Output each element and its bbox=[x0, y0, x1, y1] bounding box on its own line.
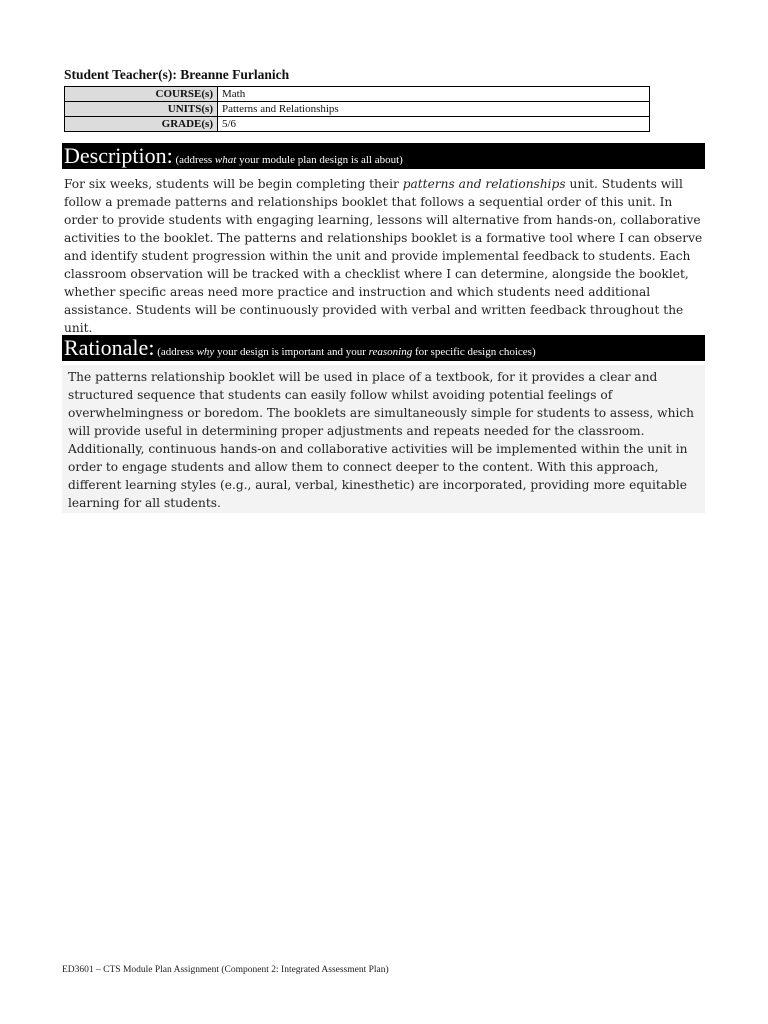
teacher-label: Student Teacher(s): bbox=[64, 67, 177, 82]
rationale-text bbox=[68, 368, 702, 512]
page-footer: ED3601 – CTS Module Plan Assignment (Component 2: Integrated Assessment Plan) bbox=[62, 965, 389, 975]
rationale-hint bbox=[154, 346, 535, 358]
rationale-heading-band bbox=[62, 335, 705, 361]
paragraph-text: For six weeks, students will be begin completing their bbox=[64, 177, 403, 191]
course-value: Math bbox=[218, 87, 650, 102]
paragraph-text: unit. Students will follow a premade patterns and relationships booklet that follows a sequential order of this unit. In order to provide students with engaging learning, lessons will alternative from hands-on, collaborative activities to the booklet. The patterns and relationships booklet is a formative tool where I can observe and identify student progression within the unit and provide implemental feedback to students. Each classroom observation will be tracked with a checklist where I can determine, alongside the booklet, whether specific areas need more practice and instruction and which students need additional assistance. Students will be continuously provided with verbal and written feedback throughout the unit. bbox=[64, 177, 703, 335]
grade-value: 5/6 bbox=[218, 117, 650, 132]
table-row bbox=[65, 117, 650, 132]
teacher-name: Breanne Furlanich bbox=[180, 67, 290, 82]
rationale-paragraph-1: The patterns relationship booklet will be used in place of a textbook, for it provides a clear and structured sequence that students can easily follow whilst avoiding potential feelings of overwhelmingness or boredom. The booklets are simultaneously simple for students to assess, which will provide useful in determining proper adjustments and repeats needed for the classroom. bbox=[68, 370, 695, 438]
paragraph-emphasis: patterns and relationships bbox=[402, 177, 566, 191]
course-info-table bbox=[64, 86, 650, 132]
table-row bbox=[65, 87, 650, 102]
heading-text: Rationale bbox=[64, 335, 149, 360]
hint-text: your design is important and your bbox=[214, 346, 369, 358]
course-label: COURSE(s) bbox=[65, 87, 218, 102]
units-label: UNITS(s) bbox=[65, 102, 218, 117]
rationale-paragraph-2: Additionally, continuous hands-on and collaborative activities will be implemented within the unit in order to engage students and allow them to connect deeper to the content. With this approach, different learning styles (e.g., aural, verbal, kinesthetic) are incorporated, providing more equitable learning for all students. bbox=[68, 442, 688, 510]
rationale-heading bbox=[62, 335, 154, 360]
hint-text: for specific design choices) bbox=[412, 346, 536, 358]
hint-emphasis: reasoning bbox=[368, 346, 413, 358]
student-teacher-line bbox=[64, 67, 289, 83]
hint-text: your module plan design is all about) bbox=[236, 154, 403, 166]
hint-emphasis: what bbox=[214, 154, 237, 166]
heading-colon: : bbox=[148, 335, 155, 360]
table-row bbox=[65, 102, 650, 117]
description-hint bbox=[173, 154, 403, 166]
description-heading-band bbox=[62, 143, 705, 169]
hint-text: (address bbox=[172, 154, 215, 166]
hint-emphasis: why bbox=[196, 346, 215, 358]
grade-label: GRADE(s) bbox=[65, 117, 218, 132]
description-heading: Description: bbox=[64, 143, 173, 168]
description-paragraph bbox=[64, 175, 704, 337]
hint-text: (address bbox=[154, 346, 197, 358]
units-value: Patterns and Relationships bbox=[218, 102, 650, 117]
